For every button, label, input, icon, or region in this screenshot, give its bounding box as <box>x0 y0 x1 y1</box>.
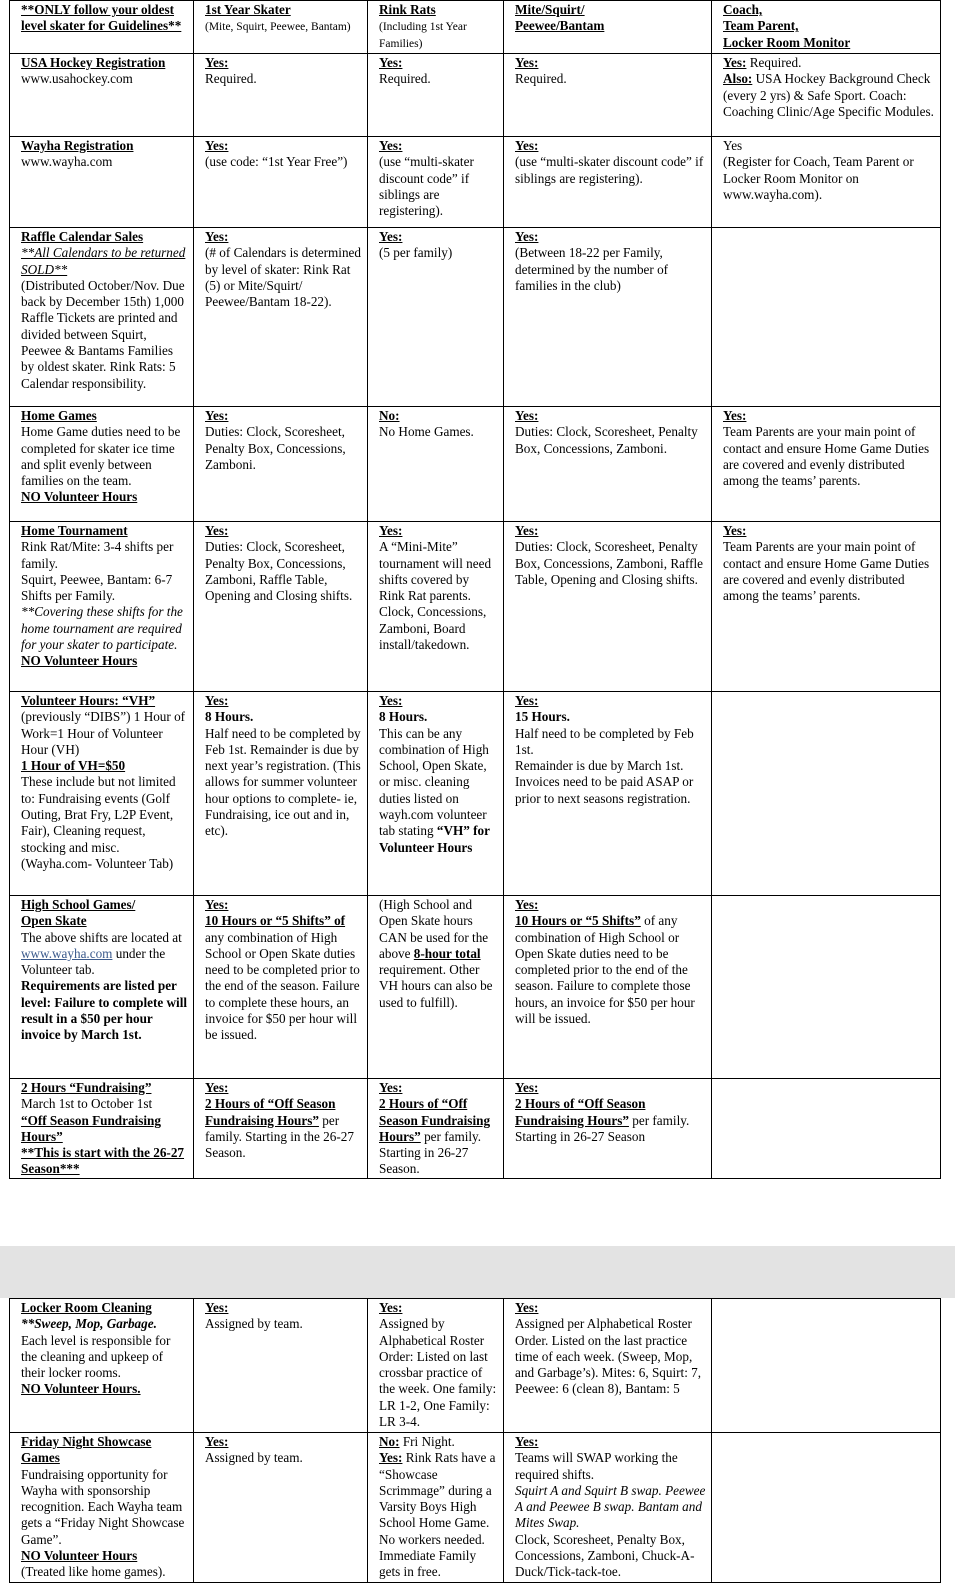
hs-rink-rats: (High School and Open Skate hours CAN be used for the above 8-hour total requirement. Other VH hours can also be used to fulfill). <box>368 896 504 1079</box>
header-coach: Coach, Team Parent, Locker Room Monitor <box>712 1 941 54</box>
usa-first-year: Yes: Required. <box>194 54 368 137</box>
table-row <box>10 1433 941 1583</box>
home-games-first-year: Yes: Duties: Clock, Scoresheet, Penalty Box, Concessions, Zamboni. <box>194 407 368 522</box>
hs-cell: High School Games/ Open Skate The above shifts are located at www.wayha.com under the Volunteer tab. Requirements are listed per level: Failure to complete will result in a $50 per hour invoice by March 1st. <box>10 896 194 1079</box>
header-mite-squirt: Mite/Squirt/ Peewee/Bantam <box>504 1 712 54</box>
vh-cell: Volunteer Hours: “VH” (previously “DIBS”) 1 Hour of Work=1 Hour of Volunteer Hour (VH) 1 Hour of VH=$50 These include but not limited to: Fundraising events (Golf Outing, Brat Fry, L2P Event, Fair), Cleaning request, stocking and misc. (Wayha.com- Volunteer Tab) <box>10 692 194 896</box>
friday-rink-rats: No: Fri Night. Yes: Rink Rats have a “Showcase Scrimmage” during a Varsity Boys High School Home Game. No workers needed. Immediate Family gets in free. <box>368 1433 504 1583</box>
friday-cell: Friday Night Showcase Games Fundraising opportunity for Wayha with sponsorship recognition. Each Wayha team gets a “Friday Night Showcase Game”. NO Volunteer Hours (Treated like home games). <box>10 1433 194 1583</box>
table-row <box>10 228 941 407</box>
usa-hockey-cell: USA Hockey Registration www.usahockey.com <box>10 54 194 137</box>
usa-coach: Yes: Required. Also: USA Hockey Background Check (every 2 yrs) & Safe Sport. Coach: Coaching Clinic/Age Specific Modules. <box>712 54 941 137</box>
friday-coach <box>712 1433 941 1583</box>
raffle-cell: Raffle Calendar Sales **All Calendars to be returned SOLD** (Distributed October/Nov. Due back by December 15th) 1,000 Raffle Tickets are printed and divided between Squirt, Peewee & Bantams Families by oldest skater. Rink Rats: 5 Calendar responsibility. <box>10 228 194 407</box>
document-page-2 <box>0 1298 955 1593</box>
fund-first-year: Yes: 2 Hours of “Off Season Fundraising Hours” per family. Starting in the 26-27 Season. <box>194 1079 368 1179</box>
vh-mite-squirt: Yes: 15 Hours. Half need to be completed by Feb 1st. Remainder is due by March 1st. Invoices need to be paid ASAP or prior to next seasons registration. <box>504 692 712 896</box>
wayha-rink-rats: Yes: (use “multi-skater discount code” if siblings are registering). <box>368 137 504 228</box>
table-row <box>10 1 941 54</box>
usa-mite-squirt: Yes: Required. <box>504 54 712 137</box>
home-games-cell: Home Games Home Game duties need to be completed for skater ice time and split evenly between families on the team. NO Volunteer Hours <box>10 407 194 522</box>
table-row <box>10 137 941 228</box>
hs-mite-squirt: Yes: 10 Hours or “5 Shifts” of any combination of High School or Open Skate duties need to be completed prior to the end of the season. Failure to complete those hours, an invoice for $50 per hour will be issued. <box>504 896 712 1079</box>
home-games-rink-rats: No: No Home Games. <box>368 407 504 522</box>
vh-rink-rats: Yes: 8 Hours. This can be any combination of High School, Open Skate, or misc. cleaning duties listed on wayh.com volunteer tab stating “VH” for Volunteer Hours <box>368 692 504 896</box>
locker-cell: Locker Room Cleaning **Sweep, Mop, Garbage. Each level is responsible for the cleaning and upkeep of their locker rooms. NO Volunteer Hours. <box>10 1299 194 1433</box>
guidelines-table <box>9 0 941 1179</box>
table-row <box>10 896 941 1079</box>
wayha-mite-squirt: Yes: (use “multi-skater discount code” if siblings are registering). <box>504 137 712 228</box>
wayha-reg-cell: Wayha Registration www.wayha.com <box>10 137 194 228</box>
page-gap <box>0 1184 955 1298</box>
hs-coach <box>712 896 941 1079</box>
fund-rink-rats: Yes: 2 Hours of “Off Season Fundraising Hours” per family. Starting in 26-27 Season. <box>368 1079 504 1179</box>
tournament-coach: Yes: Team Parents are your main point of contact and ensure Home Game Duties are covered and evenly distributed among the teams’ parents. <box>712 522 941 692</box>
wayha-coach: Yes (Register for Coach, Team Parent or Locker Room Monitor on www.wayha.com). <box>712 137 941 228</box>
table-row <box>10 692 941 896</box>
fund-coach <box>712 1079 941 1179</box>
table-row <box>10 522 941 692</box>
tournament-rink-rats: Yes: A “Mini-Mite” tournament will need shifts covered by Rink Rat parents. Clock, Concessions, Zamboni, Board install/takedown. <box>368 522 504 692</box>
fund-mite-squirt: Yes: 2 Hours of “Off Season Fundraising Hours” per family. Starting in 26-27 Season <box>504 1079 712 1179</box>
table-row <box>10 1299 941 1433</box>
header-rink-rats: Rink Rats (Including 1st Year Families) <box>368 1 504 54</box>
table-row <box>10 407 941 522</box>
guidelines-table-continued <box>9 1298 941 1583</box>
locker-rink-rats: Yes: Assigned by Alphabetical Roster Order: Listed on last crossbar practice of the week. One family: LR 1-2, One Family: LR 3-4. <box>368 1299 504 1433</box>
locker-coach <box>712 1299 941 1433</box>
home-games-coach: Yes: Team Parents are your main point of contact and ensure Home Game Duties are covered and evenly distributed among the teams’ parents. <box>712 407 941 522</box>
locker-first-year: Yes: Assigned by team. <box>194 1299 368 1433</box>
locker-mite-squirt: Yes: Assigned per Alphabetical Roster Order. Listed on the last practice time of each week. (Sweep, Mop, and Garbage’s). Mites: 6, Squirt: 7, Peewee: 6 (clean 8), Bantam: 5 <box>504 1299 712 1433</box>
raffle-coach <box>712 228 941 407</box>
home-games-mite-squirt: Yes: Duties: Clock, Scoresheet, Penalty Box, Concessions, Zamboni. <box>504 407 712 522</box>
wayha-link[interactable]: www.wayha.com <box>21 945 113 961</box>
friday-first-year: Yes: Assigned by team. <box>194 1433 368 1583</box>
tournament-cell: Home Tournament Rink Rat/Mite: 3-4 shifts per family. Squirt, Peewee, Bantam: 6-7 Shifts per Family. **Covering these shifts for the home tournament are required for your skater to participate. NO Volunteer Hours <box>10 522 194 692</box>
wayha-first-year: Yes: (use code: “1st Year Free”) <box>194 137 368 228</box>
header-first-year: 1st Year Skater (Mite, Squirt, Peewee, Bantam) <box>194 1 368 54</box>
tournament-mite-squirt: Yes: Duties: Clock, Scoresheet, Penalty Box, Concessions, Zamboni, Raffle Table, Opening and Closing shifts. <box>504 522 712 692</box>
usa-rink-rats: Yes: Required. <box>368 54 504 137</box>
header-guideline-note: **ONLY follow your oldest level skater for Guidelines** <box>10 1 194 54</box>
friday-mite-squirt: Yes: Teams will SWAP working the required shifts. Squirt A and Squirt B swap. Peewee A and Peewee B swap. Bantam and Mites Swap. Clock, Scoresheet, Penalty Box, Concessions, Zamboni, Chuck-A-Duck/Tick-tack-toe. <box>504 1433 712 1583</box>
tournament-first-year: Yes: Duties: Clock, Scoresheet, Penalty Box, Concessions, Zamboni, Raffle Table, Opening and Closing shifts. <box>194 522 368 692</box>
vh-coach <box>712 692 941 896</box>
table-row <box>10 54 941 137</box>
fund-cell: 2 Hours “Fundraising” March 1st to October 1st “Off Season Fundraising Hours” **This is start with the 26-27 Season*** <box>10 1079 194 1179</box>
vh-first-year: Yes: 8 Hours. Half need to be completed by Feb 1st. Remainder is due by next year’s registration. (This allows for summer volunteer hour options to complete- ie, Fundraising, ice out and in, etc). <box>194 692 368 896</box>
raffle-first-year: Yes: (# of Calendars is determined by level of skater: Rink Rat (5) or Mite/Squirt/ Peewee/Bantam 18-22). <box>194 228 368 407</box>
raffle-rink-rats: Yes: (5 per family) <box>368 228 504 407</box>
table-row <box>10 1079 941 1179</box>
raffle-mite-squirt: Yes: (Between 18-22 per Family, determined by the number of families in the club) <box>504 228 712 407</box>
hs-first-year: Yes: 10 Hours or “5 Shifts” of any combination of High School or Open Skate duties need to be completed prior to the end of the season. Failure to complete these hours, an invoice for $50 per hour will be issued. <box>194 896 368 1079</box>
